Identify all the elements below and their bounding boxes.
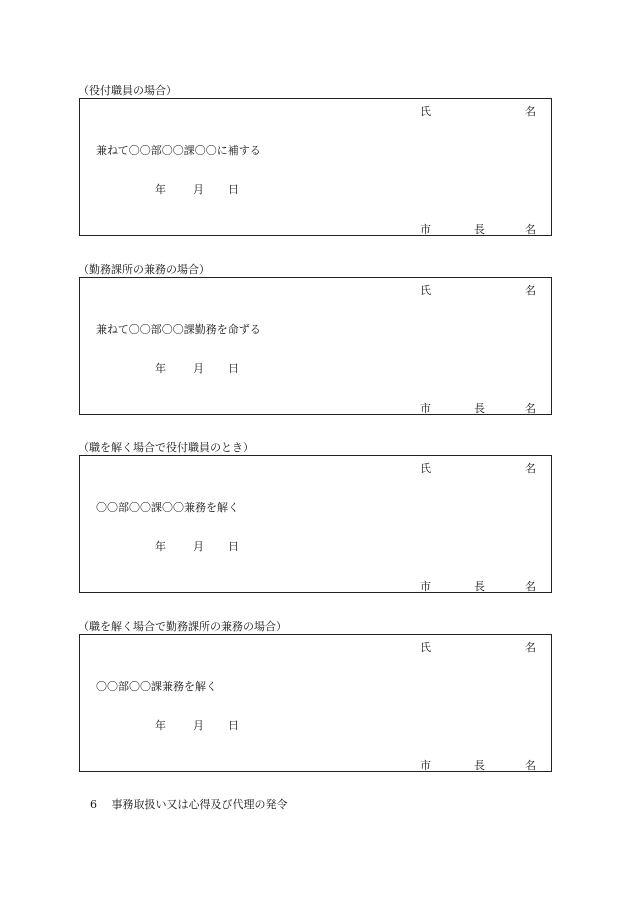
signature-chief-label: 長 (474, 580, 485, 593)
name-family-label: 氏 (420, 462, 431, 475)
name-given-label: 名 (525, 105, 536, 118)
date-year-label: 年 (155, 540, 166, 553)
signature-city-label: 市 (420, 402, 431, 415)
date-month-label: 月 (193, 719, 204, 732)
section-title: （職を解く場合で役付職員のとき） (78, 441, 254, 454)
name-family-label: 氏 (420, 284, 431, 297)
appointment-text: 兼ねて〇〇部〇〇課〇〇に補する (96, 144, 261, 157)
date-day-label: 日 (228, 362, 239, 375)
section-heading-text: 事務取扱い又は心得及び代理の発令 (111, 798, 288, 811)
signature-name-label: 名 (525, 759, 536, 772)
appointment-text: 兼ねて〇〇部〇〇課勤務を命ずる (96, 323, 261, 336)
date-year-label: 年 (155, 362, 166, 375)
section-title: （職を解く場合で勤務課所の兼務の場合） (78, 620, 287, 633)
date-month-label: 月 (193, 362, 204, 375)
appointment-form-box (79, 98, 552, 236)
name-given-label: 名 (525, 462, 536, 475)
date-month-label: 月 (193, 540, 204, 553)
date-year-label: 年 (155, 719, 166, 732)
signature-chief-label: 長 (474, 223, 485, 236)
date-day-label: 日 (228, 183, 239, 196)
appointment-form-box (79, 277, 552, 415)
signature-city-label: 市 (420, 223, 431, 236)
name-given-label: 名 (525, 641, 536, 654)
name-given-label: 名 (525, 284, 536, 297)
signature-city-label: 市 (420, 580, 431, 593)
next-section-heading (90, 796, 288, 812)
date-day-label: 日 (228, 540, 239, 553)
signature-name-label: 名 (525, 402, 536, 415)
date-year-label: 年 (155, 183, 166, 196)
signature-chief-label: 長 (474, 759, 485, 772)
signature-city-label: 市 (420, 759, 431, 772)
name-family-label: 氏 (420, 641, 431, 654)
date-month-label: 月 (193, 183, 204, 196)
appointment-text: 〇〇部〇〇課兼務を解く (96, 680, 217, 693)
name-family-label: 氏 (420, 105, 431, 118)
section-number: 6 (90, 798, 97, 811)
signature-name-label: 名 (525, 223, 536, 236)
signature-name-label: 名 (525, 580, 536, 593)
signature-chief-label: 長 (474, 402, 485, 415)
appointment-form-box (79, 634, 552, 772)
section-title: （勤務課所の兼務の場合） (78, 263, 210, 276)
appointment-form-box (79, 455, 552, 593)
appointment-text: 〇〇部〇〇課〇〇兼務を解く (96, 501, 239, 514)
section-title: （役付職員の場合） (78, 84, 177, 97)
date-day-label: 日 (228, 719, 239, 732)
